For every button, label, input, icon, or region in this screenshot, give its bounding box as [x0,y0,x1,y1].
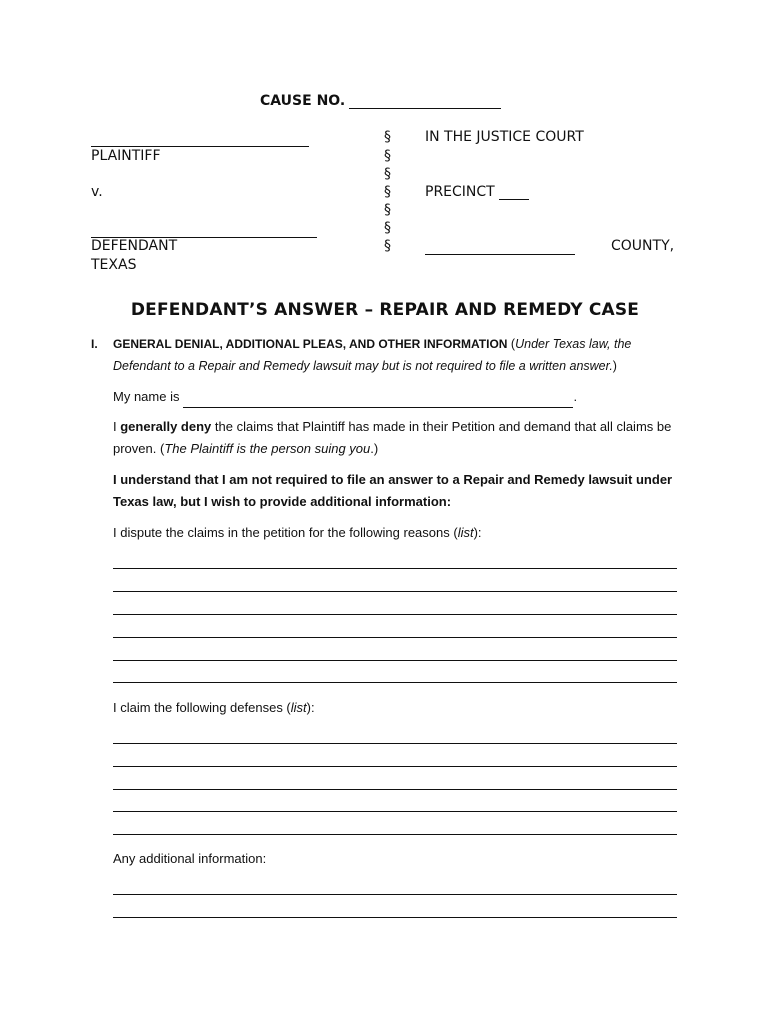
dispute-answer-line[interactable] [113,660,677,661]
section-symbol: § [384,166,391,182]
section-number: I. [91,337,98,351]
section-symbol: § [384,238,391,254]
deny-note: The Plaintiff is the person suing you [164,441,371,456]
dispute-answer-line[interactable] [113,591,677,592]
state-label: TEXAS [91,257,137,273]
dispute-prompt [113,522,678,544]
section-heading-title: GENERAL DENIAL, ADDITIONAL PLEAS, AND OTHER INFORMATION [113,337,508,351]
section-heading [113,333,683,377]
section-symbol: § [384,184,391,200]
additional-info-line[interactable] [113,917,677,918]
general-denial-paragraph [113,416,678,460]
name-field[interactable] [183,393,573,408]
versus-label: v. [91,184,103,200]
deny-bold: generally deny [120,419,212,434]
paren-open: ( [507,337,516,351]
name-line [113,386,577,408]
deny-text: the claims that Plaintiff has made in their Petition and demand that all claims be proven. ( [113,419,672,456]
additional-info-prompt: Any additional information: [113,851,267,866]
section-heading-note: Under Texas law, the Defendant to a Repair and Remedy lawsuit may but is not required to file a written answer. [113,337,632,373]
defenses-prompt [113,697,678,719]
section-symbol: § [384,129,391,145]
name-period: . [573,389,578,404]
precinct-line [425,184,529,200]
defenses-answer-line[interactable] [113,834,677,835]
cause-number-label: CAUSE NO. [260,93,346,109]
cause-number-field[interactable] [349,94,501,109]
plaintiff-name-field[interactable] [91,146,309,147]
document-title: DEFENDANT’S ANSWER – REPAIR AND REMEDY CASE [130,300,640,320]
dispute-answer-line[interactable] [113,637,677,638]
section-symbol: § [384,148,391,164]
defenses-answer-line[interactable] [113,789,677,790]
dispute-answer-line[interactable] [113,682,677,683]
additional-info-line[interactable] [113,894,677,895]
defenses-answer-line[interactable] [113,811,677,812]
deny-prefix: I [113,419,121,434]
defenses-text: I claim the following defenses ( [113,700,291,715]
defenses-close: ): [306,700,315,715]
name-label: My name is [113,389,180,404]
dispute-close: ): [473,525,482,540]
deny-close: .) [370,441,379,456]
section-symbol: § [384,220,391,236]
dispute-answer-line[interactable] [113,614,677,615]
paren-close: ) [612,359,617,373]
plaintiff-label: PLAINTIFF [91,148,161,164]
dispute-list-word: list [457,525,474,540]
dispute-answer-line[interactable] [113,568,677,569]
court-label: IN THE JUSTICE COURT [425,129,584,145]
defenses-answer-line[interactable] [113,743,677,744]
understand-paragraph: I understand that I am not required to file an answer to a Repair and Remedy lawsuit under Texas law, but I wish to provide additional information: [113,472,673,509]
defenses-list-word: list [290,700,307,715]
defenses-answer-line[interactable] [113,766,677,767]
precinct-field[interactable] [499,185,529,200]
defendant-label: DEFENDANT [91,238,178,254]
county-label: COUNTY, [611,238,675,254]
dispute-text: I dispute the claims in the petition for the following reasons ( [113,525,458,540]
precinct-label: PRECINCT [425,184,495,200]
cause-number-line [260,93,501,109]
section-symbol: § [384,202,391,218]
county-name-field[interactable] [425,254,575,255]
